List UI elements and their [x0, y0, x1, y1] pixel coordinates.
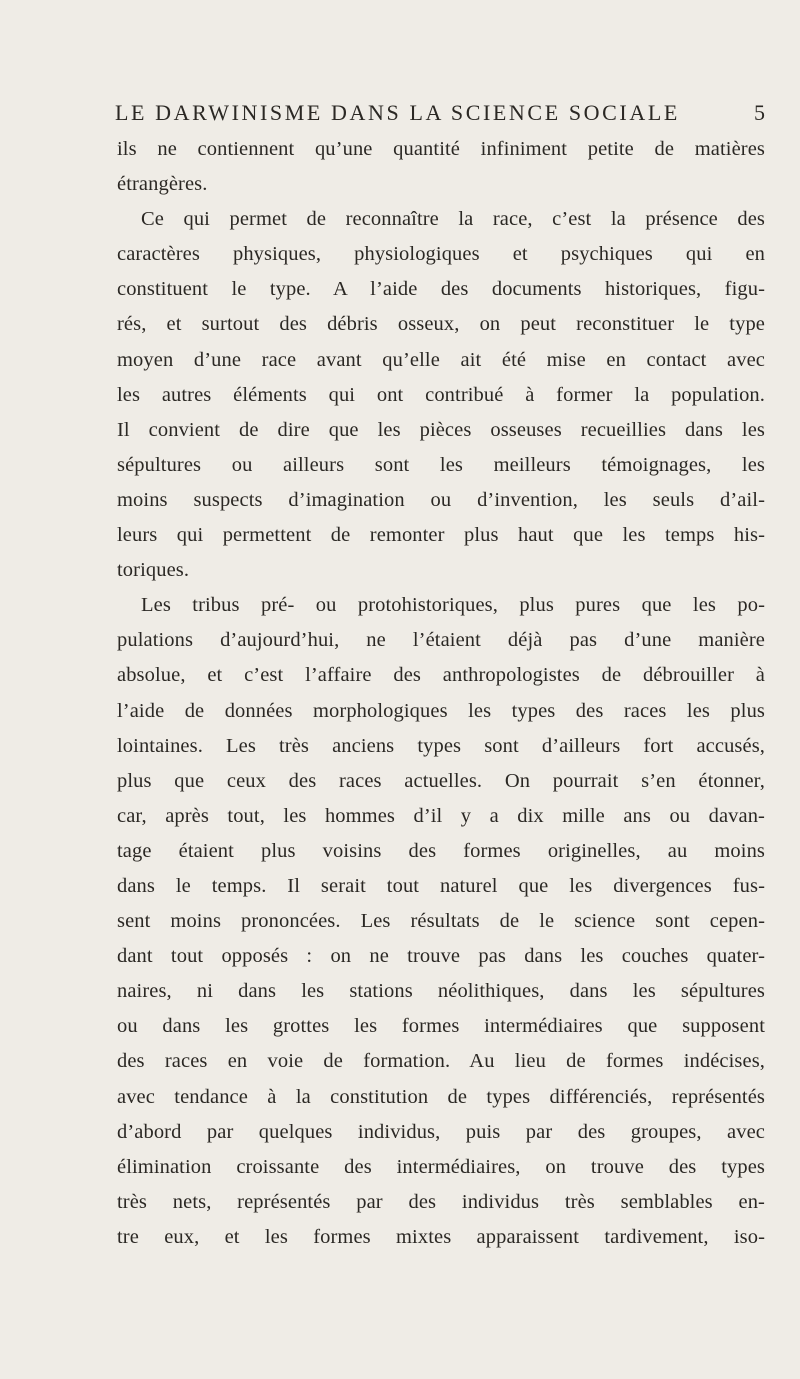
text-line: rés, et surtout des débris osseux, on peut reconstituer le type	[117, 313, 765, 336]
text-line: Il convient de dire que les pièces osseuses recueillies dans les	[117, 418, 765, 441]
text-line: d’abord par quelques individus, puis par des groupes, avec	[117, 1120, 765, 1143]
text-line: dant tout opposés : on ne trouve pas dans les couches quater-	[117, 945, 765, 968]
text-line: Ce qui permet de reconnaître la race, c’est la présence des	[141, 208, 765, 231]
text-line: leurs qui permettent de remonter plus haut que les temps his-	[117, 524, 765, 547]
text-line: tage étaient plus voisins des formes originelles, au moins	[117, 839, 765, 862]
text-line: élimination croissante des intermédiaires, on trouve des types	[117, 1155, 765, 1178]
text-line: moins suspects d’imagination ou d’invention, les seuls d’ail-	[117, 488, 765, 511]
text-line: sépultures ou ailleurs sont les meilleurs témoignages, les	[117, 453, 765, 476]
text-line: constituent le type. A l’aide des documents historiques, figu-	[117, 278, 765, 301]
page-number: 5	[754, 100, 765, 125]
text-line: car, après tout, les hommes d’il y a dix mille ans ou davan-	[117, 804, 765, 827]
text-line: ou dans les grottes les formes intermédiaires que supposent	[117, 1015, 765, 1038]
text-line: les autres éléments qui ont contribué à former la population.	[117, 383, 765, 406]
text-line: ils ne contiennent qu’une quantité infiniment petite de matières	[117, 138, 765, 160]
text-line: caractères physiques, physiologiques et psychiques qui en	[117, 243, 765, 266]
text-line: pulations d’aujourd’hui, ne l’étaient déjà pas d’une manière	[117, 629, 765, 652]
text-line: des races en voie de formation. Au lieu de formes indécises,	[117, 1050, 765, 1073]
text-line: plus que ceux des races actuelles. On pourrait s’en étonner,	[117, 769, 765, 792]
body-text	[117, 132, 765, 1255]
text-line: lointaines. Les très anciens types sont d’ailleurs fort accusés,	[117, 734, 765, 757]
text-line: tre eux, et les formes mixtes apparaissent tardivement, iso-	[117, 1225, 765, 1248]
running-head-title: LE DARWINISME DANS LA SCIENCE SOCIALE	[115, 100, 680, 125]
text-line: absolue, et c’est l’affaire des anthropologistes de débrouiller à	[117, 664, 765, 687]
text-line: avec tendance à la constitution de types différenciés, représentés	[117, 1085, 765, 1108]
text-line: Les tribus pré- ou protohistoriques, plus pures que les po-	[141, 594, 765, 617]
text-line: moyen d’une race avant qu’elle ait été mise en contact avec	[117, 348, 765, 371]
text-line: étrangères.	[117, 173, 208, 196]
text-line: l’aide de données morphologiques les types des races les plus	[117, 699, 765, 722]
text-line: toriques.	[117, 559, 190, 582]
text-line: sent moins prononcées. Les résultats de le science sont cepen-	[117, 910, 765, 933]
running-head	[115, 100, 765, 130]
text-line: très nets, représentés par des individus très semblables en-	[117, 1190, 765, 1213]
text-line: dans le temps. Il serait tout naturel que les divergences fus-	[117, 874, 765, 897]
text-line: naires, ni dans les stations néolithiques, dans les sépultures	[117, 980, 765, 1003]
